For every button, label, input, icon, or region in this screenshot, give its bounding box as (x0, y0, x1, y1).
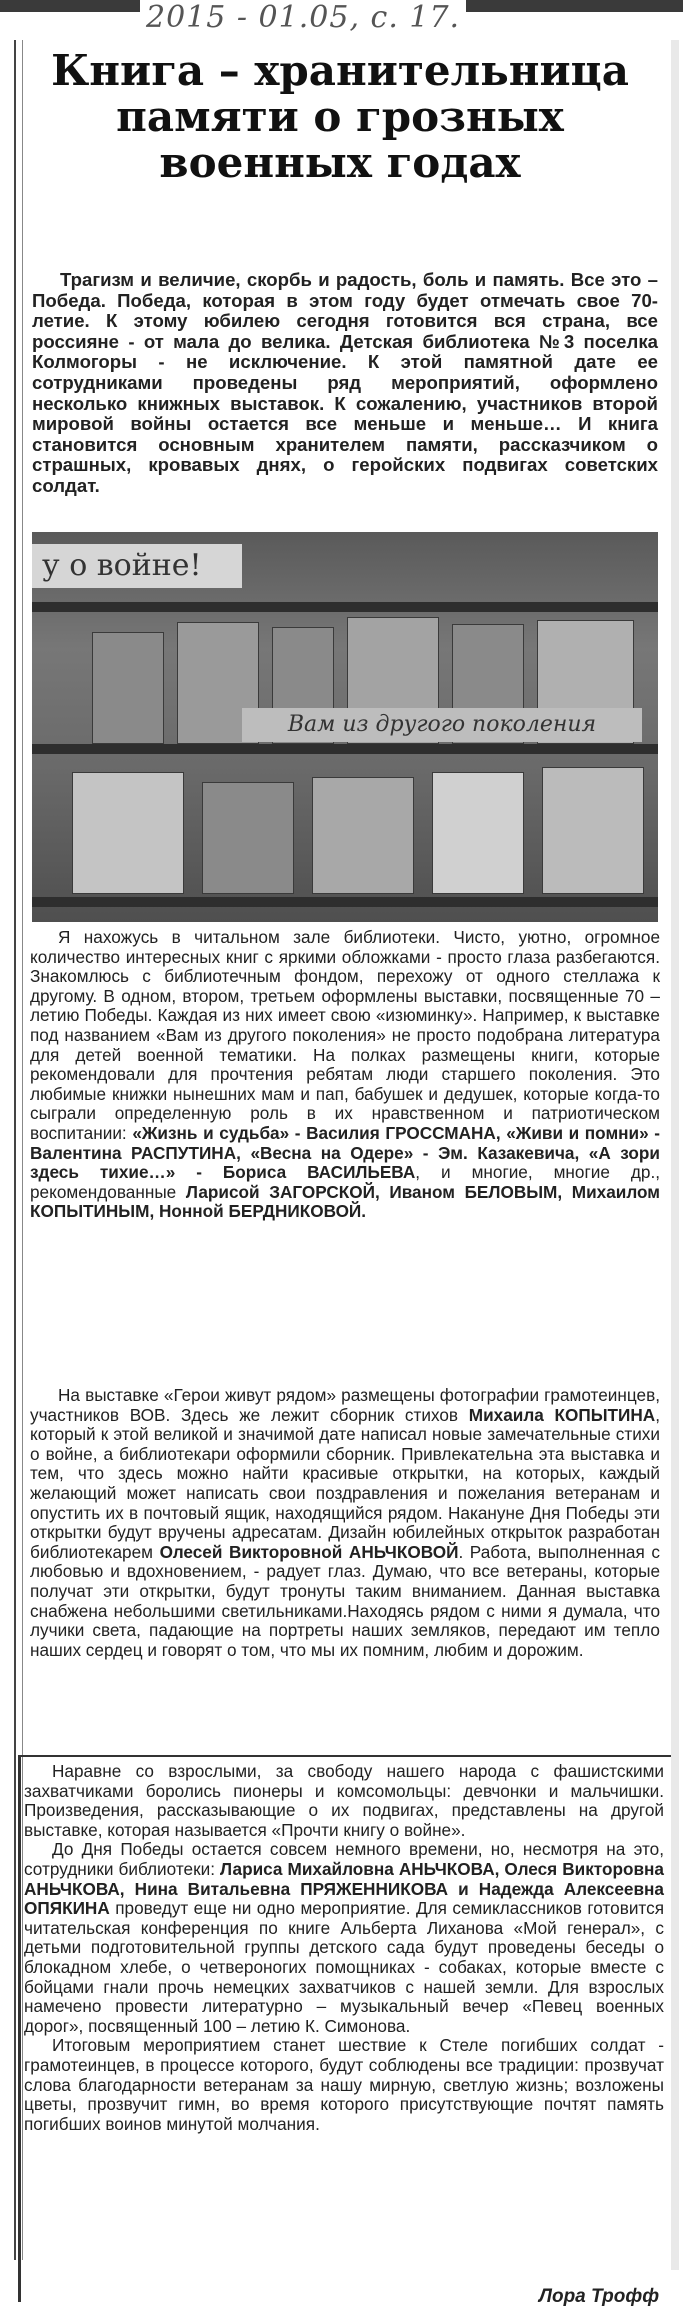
book (432, 772, 524, 894)
article-body-3 (24, 1762, 664, 2134)
shelf (32, 602, 658, 612)
text: , который к этой великой и значимой дате написал новые замечательные стихи о войне, а библиотекари оформили сборник. Привлекательна эта выставка и тем, что здесь можно найти красивые открытки, на которых, каждый желающий может написать свои поздравления и пожелания ветеранам и опустить их в почтовый ящик, находящийся рядом. Накануне Дня Победы эти открытки будут вручены адресатам. Дизайн юбилейных открыток разработан библиотекарем (30, 1404, 660, 1562)
text: До Дня Победы остается совсем немного времени, но, несмотря на это, сотрудники библиотеки: (24, 1839, 664, 1879)
bold-text: Олесей Викторовной АНЬЧКОВОЙ (159, 1541, 459, 1562)
bold-text: Михаила КОПЫТИНА (468, 1404, 656, 1425)
shelf (32, 744, 658, 754)
paragraph (30, 928, 660, 1222)
bold-text: Лариса Михайловна АНЬЧКОВА, Олеся Викторовна АНЬЧКОВА, Нина Витальевна ПРЯЖЕННИКОВА и Надежда Алексеевна ОПЯКИНА (24, 1858, 664, 1919)
book (202, 782, 294, 894)
column-rule (14, 40, 16, 2260)
paragraph (24, 1840, 664, 2036)
masthead (0, 0, 683, 40)
author-signature: Лора Трофф (538, 2286, 659, 2307)
photo-banner: Вам из другого поколения (242, 708, 642, 742)
date-stamp: 2015 - 01.05, с. 17. (140, 0, 466, 35)
text: Я нахожусь в читальном зале библиотеки. Чисто, уютно, огромное количество интересных книг с яркими обложками - просто глаза разбегаются. Знакомлюсь с библиотечным фондом, перехожу от одного стеллажа к другому. В одном, втором, третьем оформлены выставки, посвященные 70 –летию Победы. Каждая из них имеет свою «изюминку». Например, к выставке под названием «Вам из другого поколения» не просто подобрана литература для детей военной тематики. На полках размещены книги, которые рекомендовали для прочтения ребятам люди старшего поколения. Это любимые книжки нынешних мам и пап, бабушек и дедушек, которые когда-то сыграли определенную роль в их нравственном и патриотическом воспитании: (30, 927, 660, 1143)
book (542, 767, 644, 894)
photo-sign: у о войне! (32, 544, 242, 588)
text: . Работа, выполненная с любовью и вдохновением, - радует глаз. Думаю, что все ветераны, которые получат эти открытки, будут тронуты таким вниманием. Данная выставка снабжена небольшими светильниками.Находясь рядом с ними я думала, что лучики света, падающие на портреты наших земляков, передают им тепло наших сердец и говорят о том, что мы их помним, любим и дорожим. (30, 1541, 660, 1660)
article-lead (32, 270, 658, 497)
paragraph: Наравне со взрослыми, за свободу нашего народа с фашистскими захватчиками боролись пионеры и комсомольцы: девчонки и мальчишки. Произведения, рассказывающие о их подвигах, представлены на другой выставке, которая называется «Прочти книгу о войне». (24, 1761, 664, 1840)
text: , и многие, многие др., рекомендованные (30, 1162, 660, 1202)
article-headline: Книга – хранительница памяти о грозных военных годах (51, 46, 629, 187)
paragraph: Итоговым мероприятием станет шествие к Стеле погибших солдат - грамотеинцев, в процессе которого, будут соблюдены все традиции: прозвучат слова благодарности ветеранам за нашу мирную, светлую жизнь; возложены цветы, прозвучит гимн, во время которого присутствующие почтят память погибших воинов минутой молчания. (24, 2035, 664, 2134)
article-body-1 (30, 928, 660, 1222)
article-photo (32, 532, 658, 922)
book (312, 777, 414, 894)
page-edge (671, 40, 679, 2270)
bold-text: Ларисой ЗАГОРСКОЙ, Иваном БЕЛОВЫМ, Михаилом КОПЫТИНЫМ, Нонной БЕРДНИКОВОЙ. (30, 1181, 661, 1222)
bold-text: «Жизнь и судьба» - Василия ГРОССМАНА, «Живи и помни» - Валентина РАСПУТИНА, «Весна на Одере» - Эм. Казакевича, «А зори здесь тихие…» - Бориса ВАСИЛЬЕВА (30, 1122, 661, 1183)
book (92, 632, 164, 744)
paragraph (30, 1386, 660, 1660)
article-body-2 (30, 1386, 660, 1660)
text: На выставке «Герои живут рядом» размещены фотографии грамотеинцев, участников ВОВ. Здесь же лежит сборник стихов (30, 1385, 660, 1425)
text: проведут еще ни одно мероприятие. Для семиклассников готовится читательская конференция по книге Альберта Лиханова «Мой генерал», с детьми подготовительной группы детского сада будут проведены беседы о блокадном хлебе, о четвероногих помощниках - собаках, которые вместе с бойцами гнали прочь немецких захватчиков с нашей земли. Для взрослых намечено провести литературно – музыкальный вечер «Певец военных дорог», посвященный 100 – летию К. Симонова. (24, 1898, 664, 2036)
shelf (32, 897, 658, 907)
book (72, 772, 184, 894)
lead-paragraph: Трагизм и величие, скорбь и радость, боль и память. Все это – Победа. Победа, которая в этом году будет отмечать свое 70-летие. К этому юбилею сегодня готовится вся страна, все россияне - от мала до велика. Детская библиотека №3 поселка Колмогоры - не исключение. К этой памятной дате ее сотрудниками проведены ряд мероприятий, оформлено несколько книжных выставок. К сожалению, участников второй мировой войны остается все меньше и меньше… И книга становится основным хранителем памяти, рассказчиком о страшных, кровавых днях, о геройских подвигах советских солдат. (32, 269, 658, 496)
